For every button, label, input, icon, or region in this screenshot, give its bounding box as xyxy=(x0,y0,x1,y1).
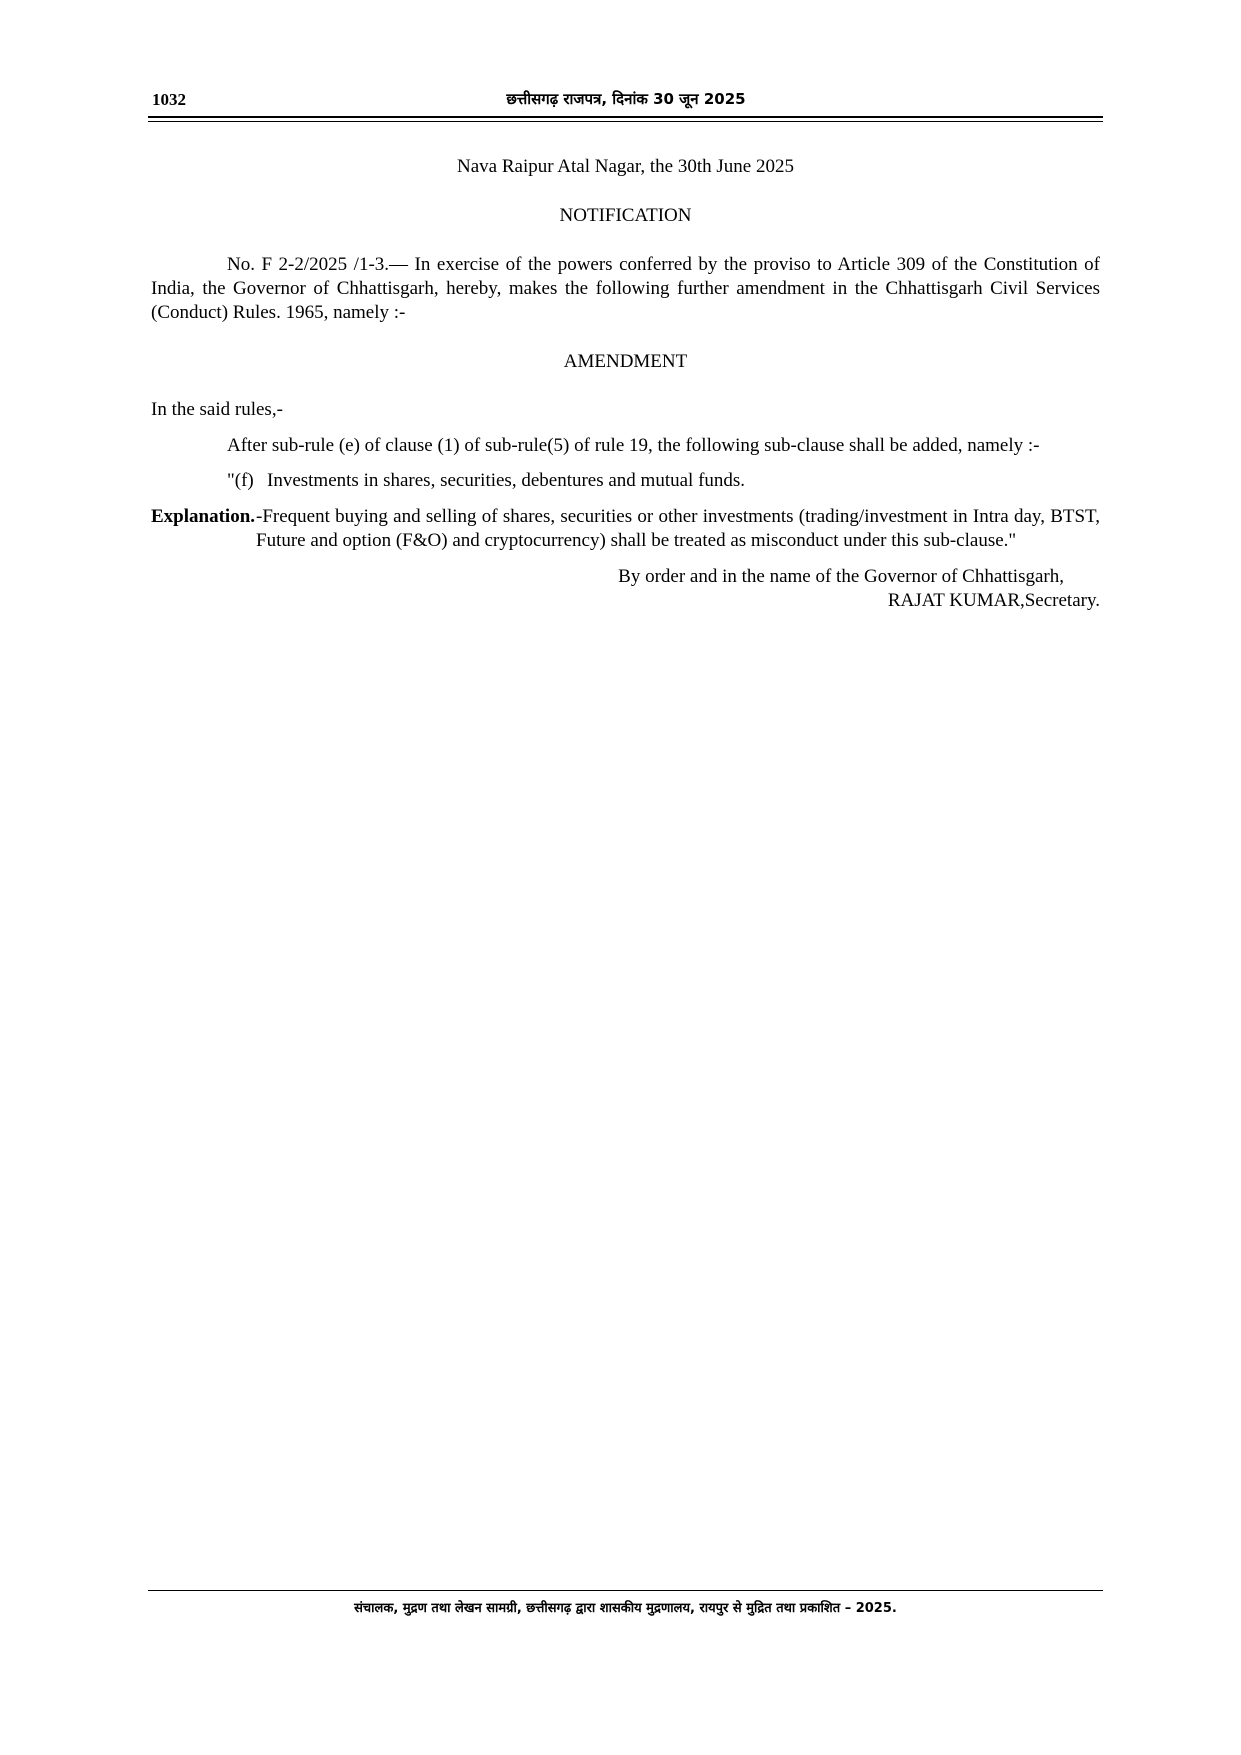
said-rules-line: In the said rules,- xyxy=(151,399,283,420)
sub-clause-text: Investments in shares, securities, debentures and mutual funds. xyxy=(267,470,746,491)
sub-clause-marker: "(f) xyxy=(227,470,254,491)
page-header xyxy=(150,86,1102,116)
place-date: Nava Raipur Atal Nagar, the 30th June 2025 xyxy=(457,156,794,177)
notification-paragraph: No. F 2-2/2025 /1-3.— In exercise of the powers conferred by the proviso to Article 309 of the Constitution of India, the Governor of Chhattisgarh, hereby, makes the following further amendment in the Chhattisgarh Civil Services (Conduct) Rules. 1965, namely :- xyxy=(151,254,1100,323)
notification-body xyxy=(151,150,1100,613)
header-rule-bottom xyxy=(148,121,1103,122)
sub-clause-f xyxy=(151,469,1100,493)
signature-block xyxy=(151,565,1100,613)
explanation-label: Explanation. xyxy=(151,506,256,527)
page-number: 1032 xyxy=(152,90,186,109)
header-rule-top xyxy=(148,116,1103,118)
gazette-title: छत्तीसगढ़ राजपत्र, दिनांक 30 जून 2025 xyxy=(506,90,746,108)
notification-heading: NOTIFICATION xyxy=(559,205,692,226)
signature-order-line: By order and in the name of the Governor of Chhattisgarh, xyxy=(618,566,1064,587)
explanation-text: -Frequent buying and selling of shares, securities or other investments (trading/investment in Intra day, BTST, Future and option (F&O) and cryptocurrency) shall be treated as misconduct under this sub-clause." xyxy=(256,506,1100,551)
amendment-heading: AMENDMENT xyxy=(563,351,688,372)
signature-secretary-line: RAJAT KUMAR,Secretary. xyxy=(887,590,1100,611)
explanation-block xyxy=(151,505,1100,553)
footer-text: संचालक, मुद्रण तथा लेखन सामग्री, छत्तीसगढ़ द्वारा शासकीय मुद्रणालय, रायपुर से मुद्रित तथा प्रकाशित – 2025. xyxy=(354,1601,897,1616)
footer-rule xyxy=(148,1590,1103,1591)
after-sub-rule-paragraph: After sub-rule (e) of clause (1) of sub-rule(5) of rule 19, the following sub-clause shall be added, namely :- xyxy=(227,435,1040,456)
